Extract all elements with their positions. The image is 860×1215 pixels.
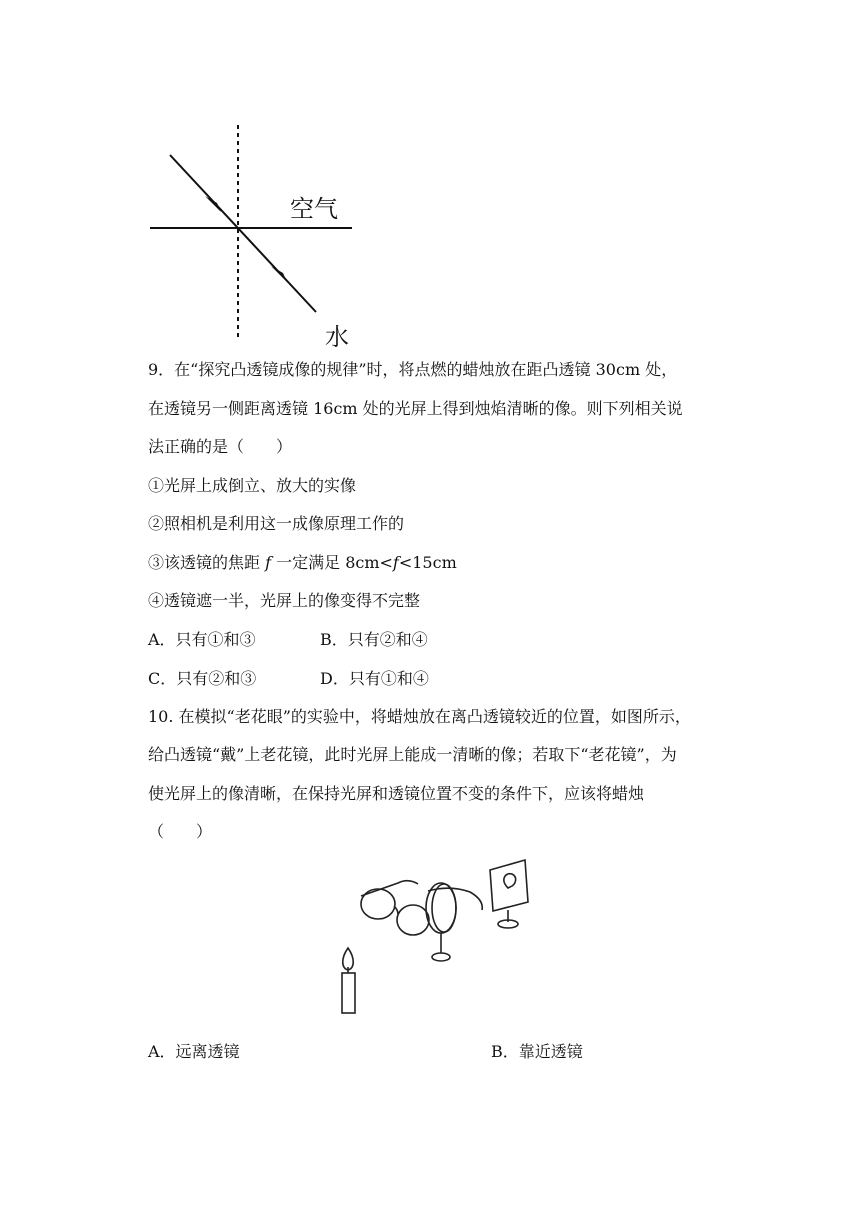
q9-option-d: D．只有①和④ — [320, 669, 429, 688]
label-water: 水 — [325, 323, 349, 351]
q9-s3-f2: f — [392, 553, 399, 572]
q10-line-2: 给凸透镜“戴”上老花镜，此时光屏上能成一清晰的像；若取下“老花镜”，为 — [148, 745, 677, 764]
q9-s3-prefix: ③该透镜的焦距 — [148, 553, 266, 572]
q10-line-1: 10. 在模拟“老花眼”的实验中，将蜡烛放在离凸透镜较近的位置，如图所示， — [148, 707, 691, 726]
light-screen — [490, 860, 528, 911]
q9-s3-suffix: <15cm — [398, 553, 457, 572]
q10-line-4: （ ） — [148, 822, 213, 841]
q9-statement-4: ④透镜遮一半，光屏上的像变得不完整 — [148, 591, 421, 610]
refraction-diagram — [0, 0, 860, 360]
q9-statement-1: ①光屏上成倒立、放大的实像 — [148, 476, 357, 495]
light-ray — [170, 155, 316, 312]
label-air: 空气 — [290, 195, 338, 223]
q9-line-3: 法正确的是（ ） — [148, 437, 293, 456]
ray-arrow-lower — [271, 266, 287, 282]
candle — [342, 973, 355, 1013]
glasses-right-lens — [397, 905, 429, 935]
ray-arrow-upper — [205, 196, 221, 212]
q9-statement-3 — [148, 553, 457, 573]
q9-line-1: 9．在“探究凸透镜成像的规律”时，将点燃的蜡烛放在距凸透镜 30cm 处， — [148, 360, 678, 379]
q9-line-2: 在透镜另一侧距离透镜 16cm 处的光屏上得到烛焰清晰的像。则下列相关说 — [148, 399, 683, 418]
lens-base — [432, 953, 450, 961]
q10-option-b: B．靠近透镜 — [491, 1042, 583, 1061]
q9-statement-2: ②照相机是利用这一成像原理工作的 — [148, 514, 405, 533]
q9-option-c: C．只有②和③ — [148, 669, 257, 688]
q9-s3-mid: 一定满足 8cm< — [271, 553, 393, 572]
q10-option-a: A．远离透镜 — [148, 1042, 240, 1061]
q9-option-a: A．只有①和③ — [148, 630, 256, 649]
candle-flame — [343, 948, 354, 970]
experiment-diagram — [0, 840, 860, 1040]
screen-image — [504, 874, 516, 888]
q10-line-3: 使光屏上的像清晰，在保持光屏和透镜位置不变的条件下，应该将蜡烛 — [148, 784, 645, 803]
q9-s3-f1: f — [265, 553, 272, 572]
q9-option-b: B．只有②和④ — [320, 630, 428, 649]
